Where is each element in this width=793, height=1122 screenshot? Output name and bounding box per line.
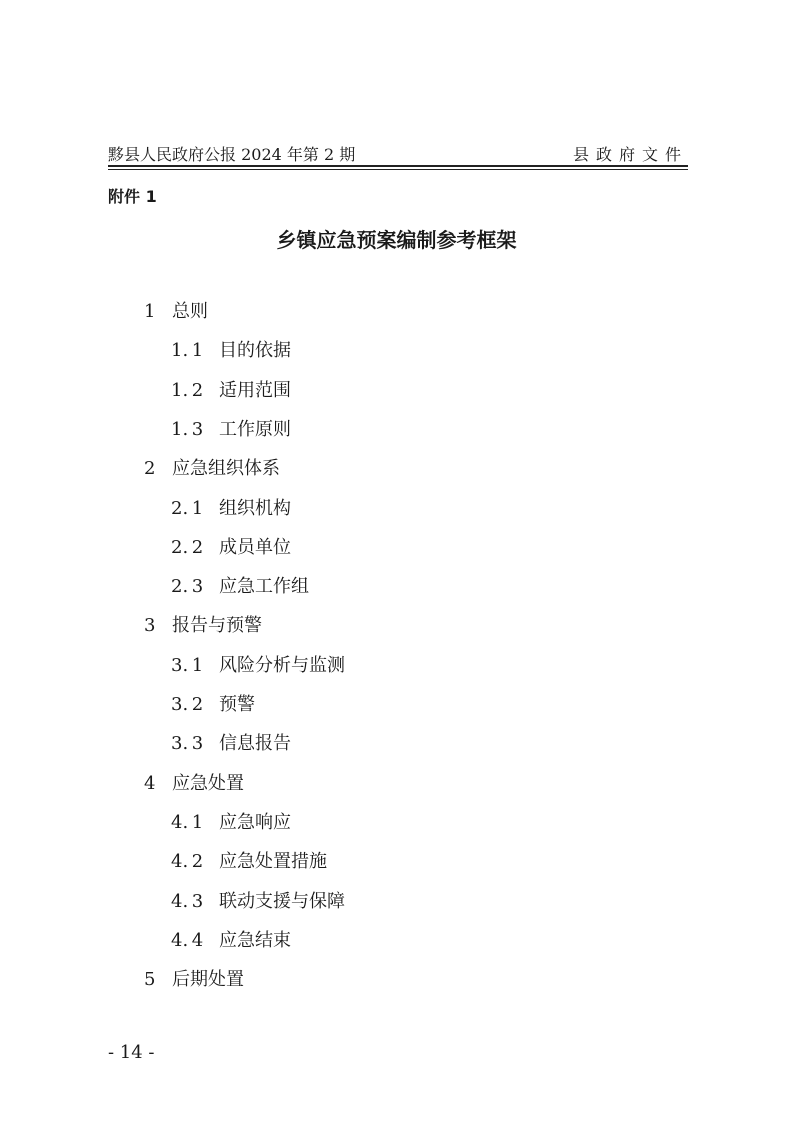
outline-text: 后期处置 bbox=[172, 969, 244, 991]
outline-number: 1 bbox=[144, 301, 156, 322]
outline-text: 联动支援与保障 bbox=[219, 890, 345, 912]
outline-subsection bbox=[171, 575, 309, 599]
outline-subsection bbox=[171, 497, 291, 521]
outline-number: 3 bbox=[144, 615, 156, 637]
outline-subsection bbox=[171, 811, 291, 835]
outline-subsection bbox=[171, 536, 291, 560]
outline-text: 预警 bbox=[219, 694, 255, 715]
outline-number: 4. 3 bbox=[171, 890, 204, 912]
outline-number: 3. 2 bbox=[171, 694, 204, 715]
outline-text: 工作原则 bbox=[219, 418, 291, 440]
outline-subsection bbox=[171, 732, 291, 756]
page-header bbox=[108, 140, 688, 164]
outline-number: 2. 2 bbox=[171, 536, 204, 558]
outline-number: 1. 3 bbox=[171, 418, 204, 440]
outline-text: 应急工作组 bbox=[219, 576, 309, 598]
document-title: 乡镇应急预案编制参考框架 bbox=[276, 228, 517, 252]
outline-section bbox=[144, 772, 244, 796]
header-rule-thin bbox=[108, 169, 688, 170]
page-number: - 14 - bbox=[108, 1042, 155, 1063]
outline-text: 报告与预警 bbox=[172, 615, 262, 637]
header-section: 县政府文件 bbox=[572, 145, 688, 164]
outline-number: 5 bbox=[144, 969, 156, 991]
outline-text: 应急组织体系 bbox=[172, 458, 280, 480]
outline-text: 应急结束 bbox=[219, 929, 291, 951]
outline-section bbox=[144, 614, 262, 638]
outline-text: 适用范围 bbox=[219, 379, 291, 401]
outline-number: 2. 1 bbox=[171, 497, 204, 519]
outline-subsection bbox=[171, 929, 291, 953]
outline-text: 信息报告 bbox=[219, 733, 291, 755]
outline-subsection bbox=[171, 693, 255, 717]
outline-subsection bbox=[171, 850, 327, 874]
outline-text: 应急响应 bbox=[219, 811, 291, 833]
outline-section bbox=[144, 968, 244, 992]
outline-number: 3. 3 bbox=[171, 733, 204, 755]
outline-number: 2 bbox=[144, 458, 156, 480]
outline-number: 4 bbox=[144, 772, 156, 794]
outline-subsection bbox=[171, 418, 291, 442]
header-rule-thick bbox=[108, 165, 688, 167]
outline-number: 1. 2 bbox=[171, 379, 204, 401]
outline-subsection bbox=[171, 890, 345, 914]
outline-number: 1. 1 bbox=[171, 340, 204, 362]
outline-section bbox=[144, 457, 280, 481]
outline-text: 总则 bbox=[172, 301, 208, 322]
outline-text: 组织机构 bbox=[219, 497, 291, 519]
outline-number: 3. 1 bbox=[171, 654, 204, 676]
outline-text: 目的依据 bbox=[219, 340, 291, 362]
outline-subsection bbox=[171, 654, 345, 678]
outline-number: 2. 3 bbox=[171, 576, 204, 598]
outline-subsection bbox=[171, 339, 291, 363]
outline-text: 应急处置措施 bbox=[219, 851, 327, 873]
outline-number: 4. 1 bbox=[171, 811, 204, 833]
outline-text: 风险分析与监测 bbox=[219, 654, 345, 676]
outline-section bbox=[144, 300, 208, 324]
outline-text: 成员单位 bbox=[219, 536, 291, 558]
outline-subsection bbox=[171, 379, 291, 403]
outline-number: 4. 4 bbox=[171, 929, 204, 951]
attachment-label: 附件 1 bbox=[108, 187, 157, 206]
outline-text: 应急处置 bbox=[172, 772, 244, 794]
header-publication: 黟县人民政府公报 2024 年第 2 期 bbox=[108, 145, 356, 164]
outline-number: 4. 2 bbox=[171, 851, 204, 873]
